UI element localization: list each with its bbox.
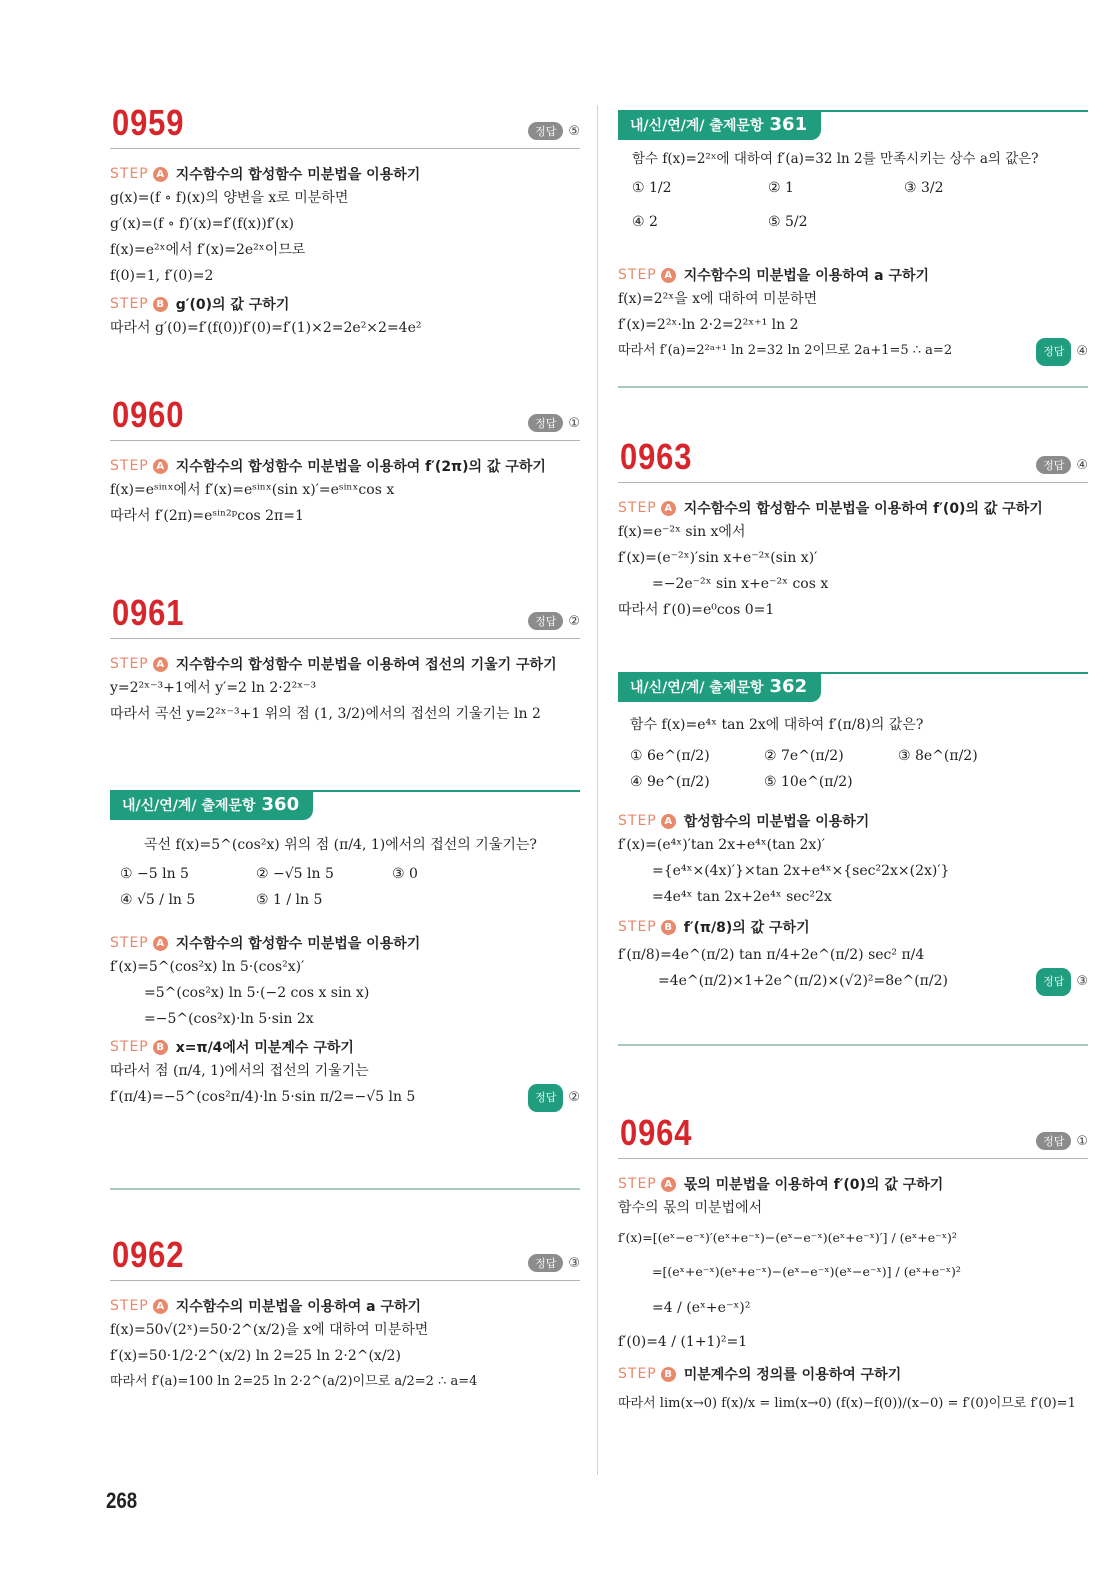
choice: ③ 0 — [392, 866, 418, 882]
solution-line: f′(x)=50·1/2·2^(x/2) ln 2=25 ln 2·2^(x/2) — [110, 1348, 401, 1364]
column-divider — [597, 105, 598, 1475]
choice-row — [632, 214, 1088, 240]
step-title: x=π/4에서 미분계수 구하기 — [175, 1040, 354, 1056]
step-badge: A — [661, 268, 676, 283]
solution-line: f(0)=1, f′(0)=2 — [110, 268, 214, 284]
step-badge: B — [153, 297, 168, 312]
choice: ① −5 ln 5 — [120, 866, 189, 882]
step-badge: A — [153, 1299, 168, 1314]
exam-label: 내/신/연/계/ 출제문항 — [122, 798, 256, 814]
solution-line: =[(eˣ+e⁻ˣ)(eˣ+e⁻ˣ)−(eˣ−e⁻ˣ)(eˣ−e⁻ˣ)] / (eˣ+e⁻ˣ)² — [652, 1264, 961, 1279]
answer-label — [528, 122, 580, 140]
solution-line: f′(x)=[(eˣ−e⁻ˣ)′(eˣ+e⁻ˣ)−(eˣ−e⁻ˣ)(eˣ+e⁻ˣ)′] / (eˣ+e⁻ˣ)² — [618, 1230, 957, 1245]
choice: ① 6e^(π/2) — [630, 748, 710, 764]
problem-number: 0963 — [620, 436, 693, 477]
solution-line: ={e⁴ˣ×(4x)′}×tan 2x+e⁴ˣ×{sec²2x×(2x)′} — [652, 863, 950, 879]
step-badge: A — [153, 167, 168, 182]
solution-line: f′(x)=2²ˣ·ln 2·2=2²ˣ⁺¹ ln 2 — [618, 317, 799, 333]
step-title: 미분계수의 정의를 이용하여 구하기 — [683, 1367, 902, 1383]
solution-line: f(x)=e²ˣ에서 f′(x)=2e²ˣ이므로 — [110, 242, 306, 258]
solution-line: 따라서 f′(2π)=eˢⁱⁿ²ᵖcos 2π=1 — [110, 508, 304, 524]
answer-pill: 정답 — [528, 122, 563, 140]
answer-label — [1036, 968, 1088, 996]
step-a-header — [110, 163, 580, 185]
answer-pill: 정답 — [1036, 1132, 1071, 1150]
problem-header — [110, 100, 580, 149]
solution-line: f(x)=2²ˣ을 x에 대하여 미분하면 — [618, 291, 818, 307]
step-tag: STEP — [618, 919, 657, 935]
solution-line: y=2²ˣ⁻³+1에서 y′=2 ln 2·2²ˣ⁻³ — [110, 680, 317, 696]
solution-line — [618, 968, 1088, 994]
step-tag: STEP — [618, 500, 657, 516]
step-tag: STEP — [110, 296, 149, 312]
solution-line: =4e⁴ˣ tan 2x+2e⁴ˣ sec²2x — [652, 889, 832, 905]
problem-0964 — [618, 1110, 1088, 1417]
problem-header — [110, 590, 580, 639]
step-tag: STEP — [110, 166, 149, 182]
answer-value: ① — [568, 415, 580, 431]
choice: ③ 8e^(π/2) — [898, 748, 978, 764]
solution-line: 따라서 lim(x→0) f(x)/x = lim(x→0) (f(x)−f(0))/(x−0) = f′(0)이므로 f′(0)=1 — [618, 1396, 1076, 1411]
solution-line: 따라서 f′(a)=100 ln 2=25 ln 2·2^(a/2)이므로 a/2=2 ∴ a=4 — [110, 1374, 478, 1389]
exam-label: 내/신/연/계/ 출제문항 — [630, 118, 764, 134]
step-badge: B — [153, 1040, 168, 1055]
solution-line: 따라서 점 (π/4, 1)에서의 접선의 기울기는 — [110, 1063, 369, 1079]
step-tag: STEP — [110, 458, 149, 474]
answer-pill: 정답 — [1036, 338, 1071, 366]
exam-tab — [110, 790, 313, 820]
solution-text: 따라서 f′(a)=2²ᵃ⁺¹ ln 2=32 ln 2이므로 2a+1=5 ∴ a=2 — [618, 343, 953, 358]
step-badge: A — [153, 657, 168, 672]
step-title: 지수함수의 합성함수 미분법을 이용하여 f′(2π)의 값 구하기 — [175, 459, 546, 475]
step-badge: A — [661, 814, 676, 829]
answer-pill: 정답 — [528, 612, 563, 630]
step-title: 지수함수의 합성함수 미분법을 이용하기 — [175, 936, 421, 952]
exam-number: 362 — [769, 676, 808, 697]
step-badge: B — [661, 1367, 676, 1382]
problem-0963 — [618, 434, 1088, 623]
step-title: 몫의 미분법을 이용하여 f′(0)의 값 구하기 — [683, 1177, 944, 1193]
choice: ④ 2 — [632, 214, 658, 230]
step-a-header — [110, 455, 580, 477]
answer-label — [1036, 338, 1088, 366]
step-title: 합성함수의 미분법을 이용하기 — [683, 814, 870, 830]
step-a-header — [618, 810, 1088, 832]
step-badge: A — [153, 936, 168, 951]
answer-value: ④ — [1076, 344, 1088, 359]
answer-pill: 정답 — [528, 1254, 563, 1272]
answer-pill: 정답 — [1036, 456, 1071, 474]
solution-line: f′(x)=(e⁴ˣ)′tan 2x+e⁴ˣ(tan 2x)′ — [618, 837, 825, 853]
problem-number: 0960 — [112, 394, 185, 435]
answer-label — [528, 1084, 580, 1112]
problem-0961 — [110, 590, 580, 727]
step-title: 지수함수의 미분법을 이용하여 a 구하기 — [175, 1299, 422, 1315]
step-badge: B — [661, 920, 676, 935]
section-end-rule — [618, 386, 1088, 388]
problem-number: 0961 — [112, 592, 185, 633]
solution-line: =−2e⁻²ˣ sin x+e⁻²ˣ cos x — [652, 576, 829, 592]
step-title: 지수함수의 합성함수 미분법을 이용하여 접선의 기울기 구하기 — [175, 657, 557, 673]
step-a-header — [110, 1295, 580, 1317]
exam-label: 내/신/연/계/ 출제문항 — [630, 680, 764, 696]
choice: ② 7e^(π/2) — [764, 748, 844, 764]
exam-361-body — [618, 146, 1088, 364]
problem-header — [618, 434, 1088, 483]
solution-text: =4e^(π/2)×1+2e^(π/2)×(√2)²=8e^(π/2) — [658, 973, 948, 989]
problem-header — [110, 1232, 580, 1281]
question-text: 함수 f(x)=2²ˣ에 대하여 f′(a)=32 ln 2를 만족시키는 상수 a의 값은? — [632, 151, 1039, 167]
step-badge: A — [661, 1177, 676, 1192]
exam-number: 360 — [261, 794, 300, 815]
answer-value: ② — [568, 613, 580, 629]
step-a-header — [618, 497, 1088, 519]
answer-pill: 정답 — [528, 414, 563, 432]
step-b-header — [618, 1363, 1088, 1385]
step-a-header — [110, 653, 580, 675]
answer-label — [528, 1254, 580, 1272]
problem-0960 — [110, 392, 580, 529]
solution-line: f′(0)=4 / (1+1)²=1 — [618, 1334, 748, 1350]
exam-number: 361 — [769, 114, 808, 135]
step-b-header — [618, 916, 1088, 938]
step-a-header — [110, 932, 580, 954]
solution-line: 함수의 몫의 미분법에서 — [618, 1200, 763, 1216]
step-tag: STEP — [618, 267, 657, 283]
question-text: 함수 f(x)=e⁴ˣ tan 2x에 대하여 f′(π/8)의 값은? — [630, 717, 924, 733]
answer-pill: 정답 — [1036, 968, 1071, 996]
answer-label — [528, 612, 580, 630]
step-tag: STEP — [618, 1176, 657, 1192]
choice-row — [120, 892, 580, 918]
exam-tab — [618, 672, 821, 702]
solution-line: =−5^(cos²x)·ln 5·sin 2x — [144, 1011, 314, 1027]
section-end-rule — [110, 1188, 580, 1190]
answer-value: ① — [1076, 1133, 1088, 1149]
step-title: f′(π/8)의 값 구하기 — [683, 920, 810, 936]
problem-number: 0964 — [620, 1112, 693, 1153]
answer-pill: 정답 — [528, 1084, 563, 1112]
problem-0959 — [110, 100, 580, 341]
solution-line — [110, 1084, 580, 1110]
step-tag: STEP — [110, 1039, 149, 1055]
solution-line: f(x)=50√(2ˣ)=50·2^(x/2)을 x에 대하여 미분하면 — [110, 1322, 429, 1338]
step-b-header — [110, 293, 580, 315]
choice: ④ √5 / ln 5 — [120, 892, 196, 908]
exam-360-body — [110, 832, 580, 1110]
solution-line: f′(π/8)=4e^(π/2) tan π/4+2e^(π/2) sec² π/4 — [618, 947, 925, 963]
step-badge: A — [661, 501, 676, 516]
exam-tab — [618, 110, 821, 140]
page-number: 268 — [106, 1488, 138, 1513]
step-b-header — [110, 1036, 580, 1058]
step-badge: A — [153, 459, 168, 474]
exam-362-body — [618, 712, 1088, 994]
choice: ② −√5 ln 5 — [256, 866, 334, 882]
solution-line — [618, 338, 1088, 364]
solution-line: f′(x)=(e⁻²ˣ)′sin x+e⁻²ˣ(sin x)′ — [618, 550, 818, 566]
answer-value: ④ — [1076, 457, 1088, 473]
step-tag: STEP — [618, 1366, 657, 1382]
step-title: 지수함수의 합성함수 미분법을 이용하여 f′(0)의 값 구하기 — [683, 501, 1043, 517]
choice-row — [630, 748, 1088, 774]
step-tag: STEP — [618, 813, 657, 829]
exam-bar-360 — [110, 790, 580, 820]
solution-line: 따라서 g′(0)=f′(f(0))f′(0)=f′(1)×2=2e²×2=4e² — [110, 320, 422, 336]
step-title: 지수함수의 미분법을 이용하여 a 구하기 — [683, 268, 930, 284]
answer-value: ② — [568, 1090, 580, 1105]
choice-row — [632, 180, 1088, 206]
section-end-rule — [618, 1044, 1088, 1046]
answer-label — [1036, 456, 1088, 474]
answer-label — [528, 414, 580, 432]
choice: ② 1 — [768, 180, 794, 196]
answer-value: ③ — [1076, 974, 1088, 989]
choice: ⑤ 1 / ln 5 — [256, 892, 323, 908]
step-tag: STEP — [110, 1298, 149, 1314]
problem-0962 — [110, 1232, 580, 1395]
problem-header — [618, 1110, 1088, 1159]
problem-header — [110, 392, 580, 441]
answer-label — [1036, 1132, 1088, 1150]
exam-bar-361 — [618, 110, 1088, 140]
choice: ⑤ 5/2 — [768, 214, 808, 230]
solution-line: f(x)=eˢⁱⁿˣ에서 f′(x)=eˢⁱⁿˣ(sin x)′=eˢⁱⁿˣcos x — [110, 482, 395, 498]
step-title: g′(0)의 값 구하기 — [175, 297, 290, 313]
solution-line: 따라서 f′(0)=e⁰cos 0=1 — [618, 602, 775, 618]
step-tag: STEP — [110, 656, 149, 672]
exam-bar-362 — [618, 672, 1088, 702]
solution-line: =4 / (eˣ+e⁻ˣ)² — [652, 1300, 751, 1316]
choice: ④ 9e^(π/2) — [630, 774, 710, 790]
solution-line: g(x)=(f ∘ f)(x)의 양변을 x로 미분하면 — [110, 190, 349, 206]
problem-number: 0959 — [112, 102, 185, 143]
choice-row — [630, 774, 1088, 800]
step-tag: STEP — [110, 935, 149, 951]
problem-number: 0962 — [112, 1234, 185, 1275]
solution-line: =5^(cos²x) ln 5·(−2 cos x sin x) — [144, 985, 370, 1001]
step-a-header — [618, 264, 1088, 286]
choice: ① 1/2 — [632, 180, 672, 196]
solution-line: 따라서 곡선 y=2²ˣ⁻³+1 위의 점 (1, 3/2)에서의 접선의 기울기는 ln 2 — [110, 706, 541, 722]
step-title: 지수함수의 합성함수 미분법을 이용하기 — [175, 167, 421, 183]
choice: ⑤ 10e^(π/2) — [764, 774, 853, 790]
solution-line: f′(x)=5^(cos²x) ln 5·(cos²x)′ — [110, 959, 305, 975]
question-text: 곡선 f(x)=5^(cos²x) 위의 점 (π/4, 1)에서의 접선의 기울기는? — [144, 837, 537, 853]
solution-line: g′(x)=(f ∘ f)′(x)=f′(f(x))f′(x) — [110, 216, 294, 232]
step-a-header — [618, 1173, 1088, 1195]
solution-text: f′(π/4)=−5^(cos²π/4)·ln 5·sin π/2=−√5 ln 5 — [110, 1089, 416, 1105]
answer-value: ⑤ — [568, 123, 580, 139]
solution-line: f(x)=e⁻²ˣ sin x에서 — [618, 524, 746, 540]
choice-row — [120, 866, 580, 892]
choice: ③ 3/2 — [904, 180, 944, 196]
answer-value: ③ — [568, 1255, 580, 1271]
